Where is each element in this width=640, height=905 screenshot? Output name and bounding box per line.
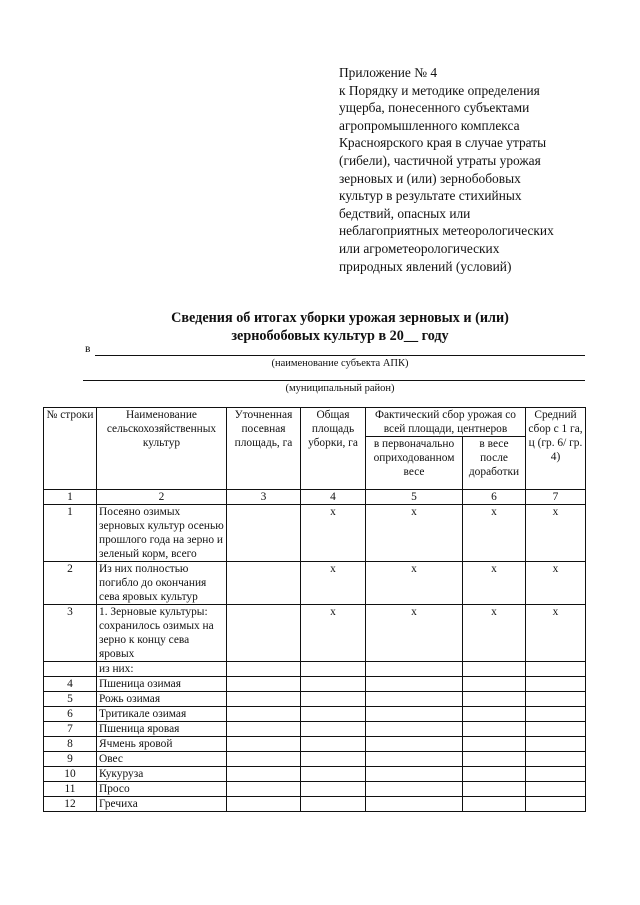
crop-name: Кукуруза	[97, 767, 227, 782]
harvest-area-cell[interactable]	[301, 692, 366, 707]
appendix-line: неблагоприятных метеорологических	[339, 223, 554, 239]
initial-weight-cell[interactable]	[366, 797, 463, 812]
column-number-row	[44, 490, 586, 505]
header-row-number: № строки	[44, 408, 97, 490]
appendix-line: Приложение № 4	[339, 65, 438, 80]
table-row	[44, 707, 586, 722]
average-yield-cell[interactable]	[526, 677, 586, 692]
average-yield-cell[interactable]	[526, 767, 586, 782]
average-yield-cell: x	[526, 605, 586, 662]
header-after-processing: в весе после доработки	[463, 437, 526, 490]
table-row	[44, 767, 586, 782]
after-processing-cell[interactable]	[463, 707, 526, 722]
appendix-line: культур в результате стихийных	[339, 188, 522, 204]
crop-name: Просо	[97, 782, 227, 797]
initial-weight-cell[interactable]	[366, 782, 463, 797]
harvest-area-cell: x	[301, 505, 366, 562]
average-yield-cell: x	[526, 505, 586, 562]
subject-name-field[interactable]	[95, 355, 585, 356]
sown-area-cell[interactable]	[227, 707, 301, 722]
column-number: 2	[97, 490, 227, 505]
appendix-line: зерновых и (или) зернобобовых	[339, 170, 521, 186]
sown-area-cell[interactable]	[227, 662, 301, 677]
initial-weight-cell: x	[366, 605, 463, 662]
sown-area-cell[interactable]	[227, 797, 301, 812]
district-field[interactable]	[83, 380, 585, 381]
district-caption: (муниципальный район)	[285, 383, 395, 394]
appendix-line: (гибели), частичной утраты урожая	[339, 152, 541, 168]
harvest-area-cell[interactable]	[301, 767, 366, 782]
row-number: 7	[44, 722, 97, 737]
column-number: 5	[366, 490, 463, 505]
harvest-area-cell[interactable]	[301, 662, 366, 677]
average-yield-cell[interactable]	[526, 752, 586, 767]
row-number: 5	[44, 692, 97, 707]
appendix-line: к Порядку и методике определения	[339, 82, 540, 98]
initial-weight-cell[interactable]	[366, 692, 463, 707]
crop-name: Посеяно озимых зерновых культур осенью прошлого года на зерно и зеленый корм, всего	[97, 505, 227, 562]
crop-name: из них:	[97, 662, 227, 677]
column-number: 7	[526, 490, 586, 505]
sown-area-cell[interactable]	[227, 767, 301, 782]
after-processing-cell[interactable]	[463, 752, 526, 767]
header-average-yield: Средний сбор с 1 га, ц (гр. 6/ гр. 4)	[526, 408, 586, 490]
appendix-line: природных явлений (условий)	[339, 258, 512, 274]
after-processing-cell: x	[463, 605, 526, 662]
harvest-table	[43, 407, 586, 812]
initial-weight-cell[interactable]	[366, 662, 463, 677]
after-processing-cell[interactable]	[463, 782, 526, 797]
average-yield-cell[interactable]	[526, 722, 586, 737]
initial-weight-cell[interactable]	[366, 752, 463, 767]
row-number	[44, 662, 97, 677]
subject-prefix: в	[85, 343, 91, 355]
sown-area-cell[interactable]	[227, 722, 301, 737]
header-harvest-area: Общая площадь уборки, га	[301, 408, 366, 490]
table-row	[44, 605, 586, 662]
after-processing-cell[interactable]	[463, 722, 526, 737]
appendix-line: агропромышленного комплекса	[339, 117, 520, 133]
average-yield-cell[interactable]	[526, 692, 586, 707]
title-line-1: Сведения об итогах уборки урожая зерновых и (или)	[171, 310, 509, 326]
crop-name: Ячмень яровой	[97, 737, 227, 752]
crop-name: Из них полностью погибло до окончания сева яровых культур	[97, 562, 227, 605]
sown-area-cell[interactable]	[227, 505, 301, 562]
initial-weight-cell[interactable]	[366, 707, 463, 722]
row-number: 6	[44, 707, 97, 722]
harvest-area-cell[interactable]	[301, 782, 366, 797]
crop-name: Рожь озимая	[97, 692, 227, 707]
table-row	[44, 782, 586, 797]
appendix-line: ущерба, понесенного субъектами	[339, 100, 530, 116]
table-row	[44, 737, 586, 752]
header-initial-weight: в первоначально оприходованном весе	[366, 437, 463, 490]
harvest-area-cell: x	[301, 605, 366, 662]
crop-name: Тритикале озимая	[97, 707, 227, 722]
average-yield-cell: x	[526, 562, 586, 605]
row-number: 10	[44, 767, 97, 782]
harvest-area-cell[interactable]	[301, 722, 366, 737]
after-processing-cell: x	[463, 562, 526, 605]
table-row	[44, 692, 586, 707]
subject-caption: (наименование субъекта АПК)	[271, 358, 409, 369]
sown-area-cell[interactable]	[227, 692, 301, 707]
sown-area-cell[interactable]	[227, 677, 301, 692]
initial-weight-cell[interactable]	[366, 722, 463, 737]
harvest-area-cell[interactable]	[301, 737, 366, 752]
after-processing-cell[interactable]	[463, 767, 526, 782]
appendix-line: Красноярского края в случае утраты	[339, 135, 547, 151]
initial-weight-cell: x	[366, 562, 463, 605]
harvest-area-cell[interactable]	[301, 707, 366, 722]
crop-name: Пшеница озимая	[97, 677, 227, 692]
document-title	[120, 309, 560, 345]
column-number: 3	[227, 490, 301, 505]
table-row	[44, 677, 586, 692]
crop-name: 1. Зерновые культуры: сохранилось озимых на зерно к концу сева яровых	[97, 605, 227, 662]
sown-area-cell[interactable]	[227, 562, 301, 605]
header-sown-area: Уточненная посевная площадь, га	[227, 408, 301, 490]
column-number: 6	[463, 490, 526, 505]
initial-weight-cell[interactable]	[366, 767, 463, 782]
sown-area-cell[interactable]	[227, 782, 301, 797]
row-number: 1	[44, 505, 97, 562]
sown-area-cell[interactable]	[227, 605, 301, 662]
table-row	[44, 722, 586, 737]
appendix-line: бедствий, опасных или	[339, 205, 471, 221]
table-row	[44, 662, 586, 677]
row-number: 4	[44, 677, 97, 692]
initial-weight-cell: x	[366, 505, 463, 562]
column-number: 1	[44, 490, 97, 505]
harvest-area-cell[interactable]	[301, 797, 366, 812]
row-number: 8	[44, 737, 97, 752]
crop-name: Пшеница яровая	[97, 722, 227, 737]
sown-area-cell[interactable]	[227, 737, 301, 752]
after-processing-cell[interactable]	[463, 692, 526, 707]
appendix-reference	[339, 64, 619, 275]
row-number: 3	[44, 605, 97, 662]
header-actual-harvest: Фактический сбор урожая со всей площади, центнеров	[366, 408, 526, 437]
table-row	[44, 752, 586, 767]
table-row	[44, 562, 586, 605]
initial-weight-cell[interactable]	[366, 677, 463, 692]
average-yield-cell[interactable]	[526, 797, 586, 812]
initial-weight-cell[interactable]	[366, 737, 463, 752]
header-crop-name: Наименование сельскохозяйственных культур	[97, 408, 227, 490]
after-processing-cell[interactable]	[463, 797, 526, 812]
harvest-area-cell: x	[301, 562, 366, 605]
table-row	[44, 505, 586, 562]
column-number: 4	[301, 490, 366, 505]
title-line-2: зернобобовых культур в 20__ году	[231, 328, 449, 344]
after-processing-cell[interactable]	[463, 662, 526, 677]
row-number: 11	[44, 782, 97, 797]
after-processing-cell[interactable]	[463, 677, 526, 692]
harvest-area-cell[interactable]	[301, 677, 366, 692]
row-number: 12	[44, 797, 97, 812]
row-number: 9	[44, 752, 97, 767]
after-processing-cell: x	[463, 505, 526, 562]
after-processing-cell[interactable]	[463, 737, 526, 752]
average-yield-cell[interactable]	[526, 707, 586, 722]
average-yield-cell[interactable]	[526, 737, 586, 752]
sown-area-cell[interactable]	[227, 752, 301, 767]
harvest-area-cell[interactable]	[301, 752, 366, 767]
crop-name: Овес	[97, 752, 227, 767]
crop-name: Гречиха	[97, 797, 227, 812]
row-number: 2	[44, 562, 97, 605]
average-yield-cell[interactable]	[526, 782, 586, 797]
average-yield-cell[interactable]	[526, 662, 586, 677]
table-row	[44, 797, 586, 812]
appendix-line: или агрометеорологических	[339, 240, 500, 256]
